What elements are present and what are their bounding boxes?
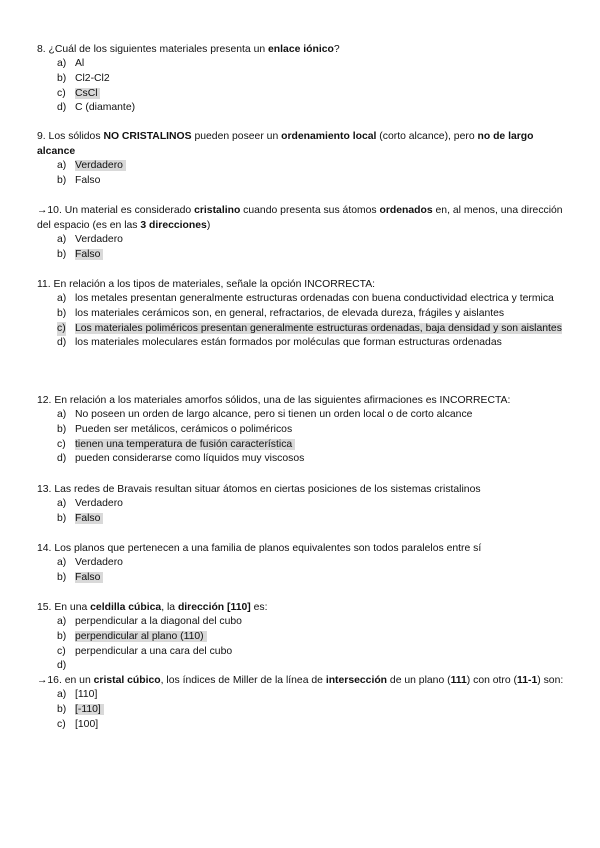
question-stem: 15. En una celdilla cúbica, la dirección [110] es: — [37, 602, 268, 613]
option-a[interactable]: a) Al — [57, 58, 85, 69]
question-13 — [37, 482, 565, 527]
question-15 — [37, 600, 565, 674]
option-c-selected[interactable]: c) Los materiales poliméricos presentan generalmente estructuras ordenadas, baja densidad y son aislantes — [37, 322, 565, 337]
option-b-selected[interactable]: b) Falso — [37, 248, 565, 263]
option-b[interactable]: b) Cl2-Cl2 — [57, 72, 110, 84]
option-b-selected[interactable]: b) Falso — [37, 512, 565, 527]
option-a[interactable]: a) los metales presentan generalmente estructuras ordenadas con buena conductividad electrica y termica — [57, 293, 554, 304]
option-a[interactable]: a) Verdadero — [57, 557, 123, 568]
question-stem: 13. Las redes de Bravais resultan situar átomos en ciertas posiciones de los sistemas cristalinos — [37, 484, 481, 495]
option-d[interactable]: d) los materiales moleculares están formados por moléculas que forman estructuras ordenadas — [57, 337, 502, 349]
question-stem: →16. en un cristal cúbico, los índices de Miller de la línea de intersección de un plano (111) con otro (11-1) son: — [37, 675, 564, 686]
option-c-selected[interactable]: c) CsCl — [37, 87, 565, 102]
question-stem: →10. Un material es considerado cristalino cuando presenta sus átomos ordenados en, al menos, una dirección del espacio (es en las 3 direcciones) — [37, 205, 563, 231]
option-b-selected[interactable]: b) Falso — [37, 571, 565, 586]
option-b-selected[interactable]: b) perpendicular al plano (110) — [37, 630, 565, 645]
option-d[interactable]: d) — [57, 660, 67, 672]
question-16 — [37, 673, 565, 732]
option-a-selected[interactable]: a) Verdadero — [37, 159, 565, 174]
question-stem: 8. ¿Cuál de los siguientes materiales presenta un enlace iónico? — [37, 44, 340, 55]
option-b[interactable]: b) Pueden ser metálicos, cerámicos o poliméricos — [57, 423, 293, 435]
question-stem: 12. En relación a los materiales amorfos sólidos, una de las siguientes afirmaciones es INCORRECTA: — [37, 395, 511, 406]
option-d[interactable]: d) C (diamante) — [57, 102, 136, 114]
option-c[interactable]: c) perpendicular a una cara del cubo — [57, 645, 233, 657]
question-14 — [37, 541, 565, 586]
question-10 — [37, 203, 565, 263]
option-a[interactable]: a) No poseen un orden de largo alcance, pero si tienen un orden local o de corto alcance — [57, 409, 473, 420]
question-stem: 14. Los planos que pertenecen a una familia de planos equivalentes son todos paralelos entre sí — [37, 543, 482, 554]
option-d[interactable]: d) pueden considerarse como líquidos muy viscosos — [57, 453, 305, 465]
question-9 — [37, 129, 565, 189]
option-b-selected[interactable]: b) [-110] — [37, 703, 565, 718]
option-b[interactable]: b) los materiales cerámicos son, en general, refractarios, de elevada dureza, frágiles y aislantes — [57, 307, 505, 319]
option-b[interactable]: b) Falso — [57, 174, 101, 186]
option-a[interactable]: a) Verdadero — [57, 498, 123, 509]
option-c[interactable]: c) [100] — [57, 718, 99, 730]
option-a[interactable]: a) perpendicular a la diagonal del cubo — [57, 616, 242, 627]
question-stem: 11. En relación a los tipos de materiales, señale la opción INCORRECTA: — [37, 279, 376, 290]
option-c-selected[interactable]: c) tienen una temperatura de fusión característica — [37, 438, 565, 453]
question-stem: 9. Los sólidos NO CRISTALINOS pueden poseer un ordenamiento local (corto alcance), pero no de largo alcance — [37, 131, 534, 157]
question-12 — [37, 393, 565, 467]
question-11 — [37, 277, 565, 351]
option-a[interactable]: a) Verdadero — [57, 234, 123, 245]
question-8 — [37, 42, 565, 116]
option-a[interactable]: a) [110] — [57, 689, 98, 700]
